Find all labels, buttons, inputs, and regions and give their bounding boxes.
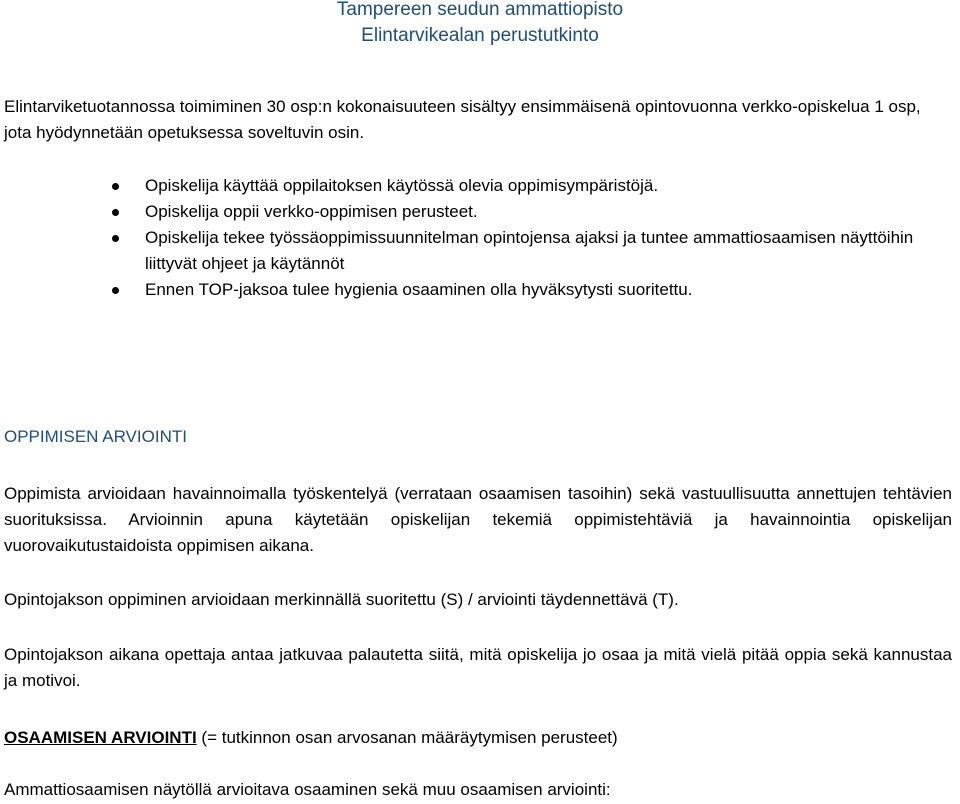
list-item-text: Opiskelija tekee työssäoppimissuunnitelman opintojensa ajaksi ja tuntee ammattiosaamisen näyttöihin liittyvät ohjeet ja käytännöt xyxy=(145,228,914,273)
list-item xyxy=(0,277,952,303)
degree-name: Elintarvikealan perustutkinto xyxy=(361,25,599,46)
section-heading-osaamisen-arviointi xyxy=(4,725,618,751)
list-item-text: Opiskelija oppii verkko-oppimisen perusteet. xyxy=(145,202,478,221)
intro-paragraph: Elintarviketuotannossa toimiminen 30 osp:n kokonaisuuteen sisältyy ensimmäisenä opintovuonna verkko-opiskelua 1 osp, jota hyödynnetään opetuksessa soveltuvin osin. xyxy=(4,97,921,142)
list-item-text: Ennen TOP-jaksoa tulee hygienia osaaminen olla hyväksytysti suoritettu. xyxy=(145,280,693,299)
list-item-text: Opiskelija käyttää oppilaitoksen käytössä olevia oppimisympäristöjä. xyxy=(145,176,659,195)
bullet-icon xyxy=(112,235,119,242)
school-name: Tampereen seudun ammattiopisto xyxy=(336,0,624,20)
bullet-icon xyxy=(112,209,119,216)
assessment-paragraph: Oppimista arvioidaan havainnoimalla työskentelyä (verrataan osaamisen tasoihin) sekä vastuullisuutta annettujen tehtävien suorituksissa. Arvioinnin apuna käytetään opiskelijan tekemiä oppimistehtäviä ja havainnointia opiskelijan vuorovaikutustaidoista oppimisen aikana. xyxy=(4,484,952,555)
list-item xyxy=(0,199,952,225)
document-header xyxy=(0,0,960,49)
bullet-icon xyxy=(112,287,119,294)
competence-paragraph: Ammattiosaamisen näytöllä arvioitava osaaminen sekä muu osaamisen arviointi: xyxy=(4,780,611,799)
section-heading-suffix: (= tutkinnon osan arvosanan määräytymisen perusteet) xyxy=(196,728,618,747)
bullet-icon xyxy=(112,183,119,190)
section-heading-oppimisen-arviointi: OPPIMISEN ARVIOINTI xyxy=(4,427,187,446)
feedback-paragraph: Opintojakson aikana opettaja antaa jatkuvaa palautetta siitä, mitä opiskelija jo osaa ja mitä vielä pitää oppia sekä kannustaa ja motivoi. xyxy=(4,645,952,690)
section-heading-main: OSAAMISEN ARVIOINTI xyxy=(4,728,197,747)
list-item xyxy=(0,225,952,277)
bullet-list xyxy=(0,173,952,303)
list-item xyxy=(0,173,952,199)
grading-paragraph: Opintojakson oppiminen arvioidaan merkinnällä suoritettu (S) / arviointi täydennettävä (T). xyxy=(4,590,679,609)
